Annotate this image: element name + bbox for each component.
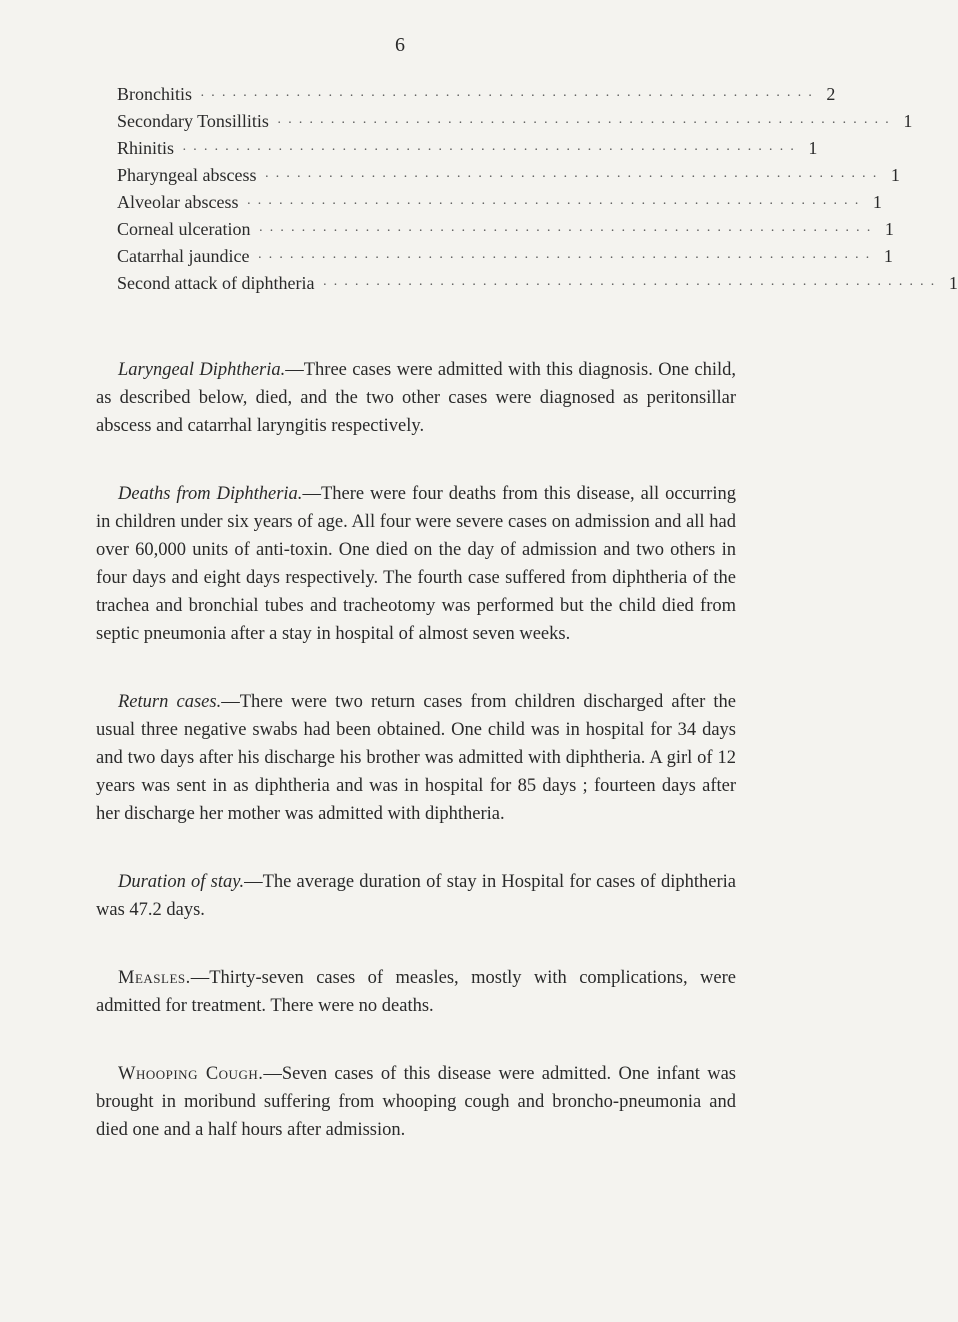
list-item [117,192,882,219]
condition-label: Catarrhal jaundice [117,246,250,266]
dot-leader: ·························································· [200,89,819,104]
paragraph-text: —There were two return cases from children discharged after the usual three negative swabs had been obtained. One child was in hospital for 34 days and two days after his discharge his brother was admitted with diphtheria. A girl of 12 years was sent in as diphtheria and was in hospital for 85 days ; fourteen days after her discharge her mother was admitted with diphtheria. [96,692,736,824]
list-item [117,165,900,192]
paragraph-measles [96,964,736,1020]
list-item [117,246,893,273]
list-item [117,84,836,111]
condition-count: 1 [903,111,913,131]
dot-leader: ·························································· [257,251,876,266]
condition-count: 1 [884,219,894,239]
dot-leader: ·························································· [258,224,877,239]
list-item [117,138,818,165]
paragraph-whooping-cough [96,1060,736,1144]
condition-count: 1 [808,138,818,158]
dot-leader: ·························································· [264,170,883,185]
paragraph-laryngeal-diphtheria [96,356,736,440]
dot-leader: ·························································· [246,197,865,212]
condition-count: 1 [948,273,958,293]
paragraph-heading: Duration of stay. [118,872,245,892]
condition-count: 1 [890,165,900,185]
paragraph-text: —Seven cases of this disease were admitted. One infant was brought in moribund suffering from whooping cough and broncho-pneumonia and died one and a half hours after admission. [96,1064,736,1140]
paragraph-return-cases [96,688,736,828]
condition-label: Second attack of diphtheria [117,273,315,293]
report-body [96,356,736,1184]
condition-label: Pharyngeal abscess [117,165,257,185]
paragraph-text: —Three cases were admitted with this diagnosis. One child, as described below, died, and the two other cases were diagnosed as peritonsillar abscess and catarrhal laryngitis respectively. [96,360,736,436]
paragraph-heading: Deaths from Diphtheria. [118,484,303,504]
dot-leader: ·························································· [182,143,801,158]
page-number: 6 [395,34,405,56]
paragraph-text: —There were four deaths from this disease, all occurring in children under six years of age. All four were severe cases on admission and all had over 60,000 units of anti-toxin. One died on the day of admission and two others in four days and eight days respectively. The fourth case suffered from diphtheria of the trachea and bronchial tubes and tracheotomy was performed but the child died from septic pneumonia after a stay in hospital of almost seven weeks. [96,484,736,644]
condition-label: Corneal ulceration [117,219,251,239]
condition-label: Secondary Tonsillitis [117,111,269,131]
dot-leader: ·························································· [276,116,896,131]
paragraph-deaths-diphtheria [96,480,736,648]
paragraph-heading: Return cases. [118,692,222,712]
conditions-list [117,84,958,300]
paragraph-heading: Whooping Cough. [118,1064,264,1084]
paragraph-heading: Laryngeal Diphtheria. [118,360,286,380]
condition-count: 1 [872,192,882,212]
condition-label: Alveolar abscess [117,192,239,212]
list-item [117,273,958,300]
condition-label: Bronchitis [117,84,192,104]
dot-leader: ·························································· [322,278,941,293]
paragraph-duration-of-stay [96,868,736,924]
condition-label: Rhinitis [117,138,175,158]
list-item [117,219,894,246]
paragraph-heading: Measles. [118,968,191,988]
paragraph-text: —Thirty-seven cases of measles, mostly with complications, were admitted for treatment. There were no deaths. [96,968,736,1016]
condition-count: 1 [883,246,893,266]
condition-count: 2 [826,84,836,104]
list-item [117,111,913,138]
paragraph-text: —The average duration of stay in Hospital for cases of diphtheria was 47.2 days. [96,872,736,920]
